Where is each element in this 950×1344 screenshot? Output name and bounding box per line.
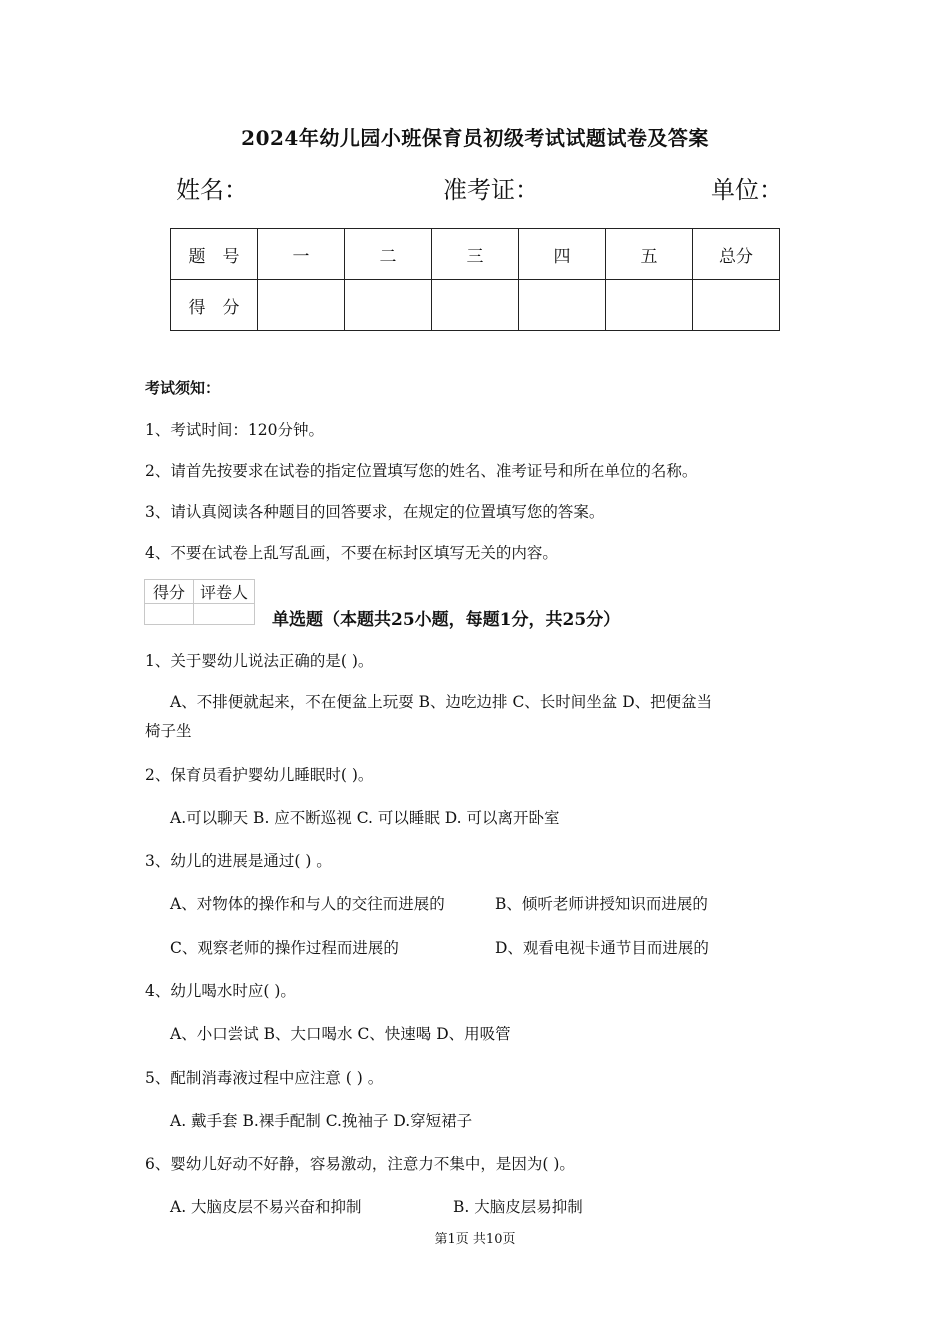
section-title: 单选题（本题共25小题，每题1分，共25分）: [272, 610, 621, 630]
score-table-cell: 得 分: [171, 280, 258, 331]
grader-name-label: 评卷人: [194, 580, 255, 604]
notice-item: 2、请首先按要求在试卷的指定位置填写您的姓名、准考证号和所在单位的名称。: [145, 462, 698, 480]
score-table-cell: 四: [519, 229, 606, 280]
score-entry-cell[interactable]: [345, 280, 432, 331]
question-option-a: A、对物体的操作和与人的交往而进展的: [170, 895, 445, 913]
question-options: 椅子坐: [145, 722, 192, 740]
score-table-cell: 五: [606, 229, 693, 280]
question-options: A、不排便就起来，不在便盆上玩耍 B、边吃边排 C、长时间坐盆 D、把便盆当: [170, 693, 713, 711]
notice-item: 3、请认真阅读各种题目的回答要求，在规定的位置填写您的答案。: [145, 503, 605, 521]
question-option-a: A. 大脑皮层不易兴奋和抑制: [170, 1198, 362, 1216]
question-option-c: C、观察老师的操作过程而进展的: [170, 939, 399, 957]
question-stem: 1、关于婴幼儿说法正确的是( )。: [145, 652, 374, 670]
score-table-cell: 总分: [693, 229, 780, 280]
question-stem: 3、幼儿的进展是通过( ) 。: [145, 852, 332, 870]
notice-heading: 考试须知：: [145, 379, 221, 397]
score-table-cell: 题 号: [171, 229, 258, 280]
exam-number-field-label: 准考证：: [443, 176, 539, 204]
question-option-d: D、观看电视卡通节目而进展的: [495, 939, 709, 957]
question-stem: 4、幼儿喝水时应( )。: [145, 982, 296, 1000]
question-options: A、小口尝试 B、大口喝水 C、快速喝 D、用吸管: [170, 1025, 511, 1043]
page-footer: 第1页 共10页: [434, 1232, 516, 1247]
question-stem: 6、婴幼儿好动不好静，容易激动，注意力不集中，是因为( )。: [145, 1155, 575, 1173]
score-entry-cell[interactable]: [258, 280, 345, 331]
question-option-b: B. 大脑皮层易抑制: [453, 1198, 583, 1216]
question-option-b: B、倾听老师讲授知识而进展的: [495, 895, 708, 913]
page-title: 2024年幼儿园小班保育员初级考试试题试卷及答案: [241, 126, 709, 150]
score-table-cell: 三: [432, 229, 519, 280]
score-table-score-row: [171, 280, 780, 331]
notice-item: 4、不要在试卷上乱写乱画，不要在标封区填写无关的内容。: [145, 544, 558, 562]
score-entry-cell[interactable]: [519, 280, 606, 331]
unit-field-label: 单位：: [711, 176, 783, 204]
score-entry-cell[interactable]: [432, 280, 519, 331]
notice-item: 1、考试时间：120分钟。: [145, 421, 324, 439]
score-table-cell: 一: [258, 229, 345, 280]
question-options: A. 戴手套 B.裸手配制 C.挽袖子 D.穿短裙子: [170, 1112, 473, 1130]
name-field-label: 姓名：: [176, 176, 248, 204]
question-stem: 5、配制消毒液过程中应注意 ( ) 。: [145, 1069, 384, 1087]
score-entry-cell[interactable]: [606, 280, 693, 331]
grader-score-cell[interactable]: [145, 604, 194, 625]
question-stem: 2、保育员看护婴幼儿睡眠时( )。: [145, 766, 374, 784]
score-table-header-row: [171, 229, 780, 280]
score-table-cell: 二: [345, 229, 432, 280]
score-entry-cell[interactable]: [693, 280, 780, 331]
grader-score-label: 得分: [145, 580, 194, 604]
question-options: A.可以聊天 B. 应不断巡视 C. 可以睡眠 D. 可以离开卧室: [170, 809, 560, 827]
grader-name-cell[interactable]: [194, 604, 255, 625]
score-table: [170, 228, 780, 331]
grader-box: [144, 579, 255, 625]
